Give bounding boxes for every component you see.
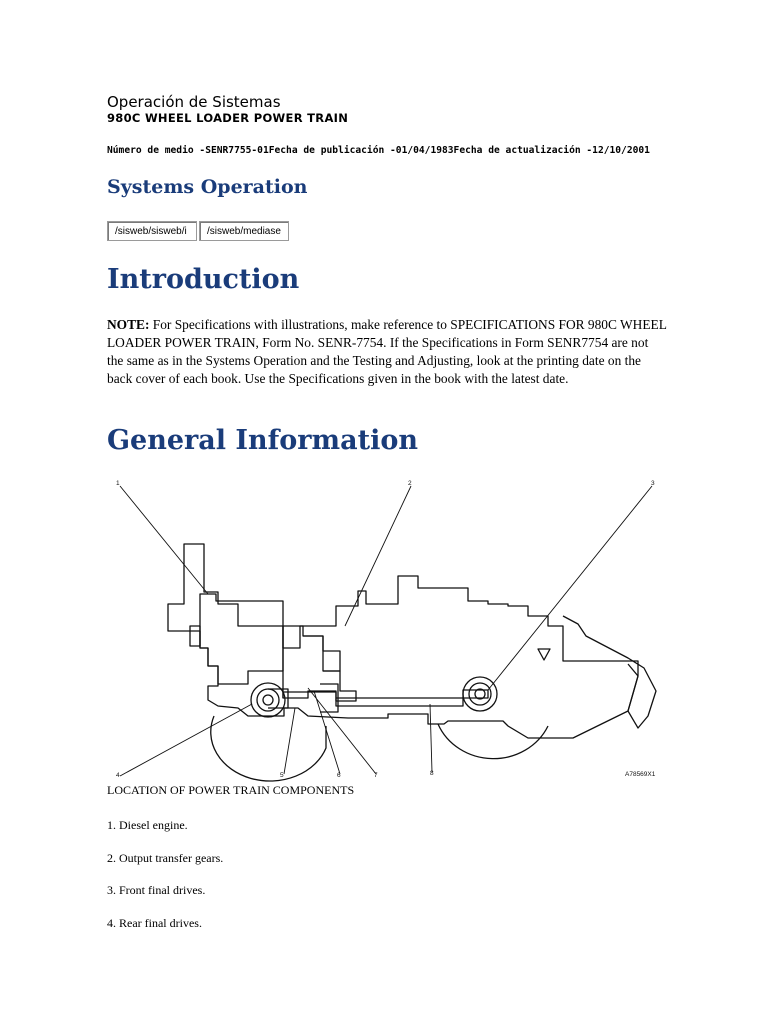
systems-operation-title: Systems Operation	[107, 176, 308, 198]
callout-7: 7	[374, 772, 378, 779]
engine-block	[200, 594, 283, 684]
callout-1: 1	[116, 480, 120, 487]
drive-shaft	[283, 690, 488, 706]
rear-axle-outer	[251, 683, 285, 717]
transmission	[283, 626, 356, 701]
figure-caption: LOCATION OF POWER TRAIN COMPONENTS	[107, 783, 355, 797]
document-header-subtitle: 980C WHEEL LOADER POWER TRAIN	[107, 111, 349, 125]
callout-6: 6	[337, 772, 341, 779]
publication-metadata: Número de medio -SENR7755-01Fecha de publicación -01/04/1983Fecha de actualización -12/10/2001	[107, 145, 650, 156]
path-field-2[interactable]: /sisweb/mediase	[199, 221, 289, 241]
rear-wheel	[211, 716, 326, 781]
front-axle-outer	[463, 677, 497, 711]
note-text: For Specifications with illustrations, make reference to SPECIFICATIONS FOR 980C WHEEL LOADER POWER TRAIN, Form No. SENR-7754. If the Specifications in Form SENR7754 are not the same as in the Systems Operation and the Testing and Adjusting, look at the printing date on the back cover of each book. Use the Specifications given in the book with the latest date.	[107, 317, 667, 386]
loader-bucket	[563, 616, 656, 728]
figure-id: A78569X1	[625, 771, 656, 778]
component-list-item: 4. Rear final drives.	[107, 916, 202, 930]
component-list-item: 2. Output transfer gears.	[107, 851, 224, 865]
document-header-title: Operación de Sistemas	[107, 93, 281, 111]
power-train-diagram	[108, 476, 674, 782]
front-wheel	[438, 724, 548, 759]
note-label: NOTE:	[107, 317, 150, 332]
general-information-heading: General Information	[107, 425, 418, 456]
callout-5: 5	[280, 772, 284, 779]
callout-8: 8	[430, 770, 434, 777]
callout-3: 3	[651, 480, 655, 487]
loader-body-outline	[168, 544, 638, 738]
introduction-note	[107, 316, 667, 388]
callout-2: 2	[408, 480, 412, 487]
callout-4: 4	[116, 772, 120, 779]
component-list-item: 1. Diesel engine.	[107, 818, 188, 832]
path-field-1[interactable]: /sisweb/sisweb/i	[107, 221, 197, 241]
component-list-item: 3. Front final drives.	[107, 883, 206, 897]
introduction-heading: Introduction	[107, 264, 300, 295]
